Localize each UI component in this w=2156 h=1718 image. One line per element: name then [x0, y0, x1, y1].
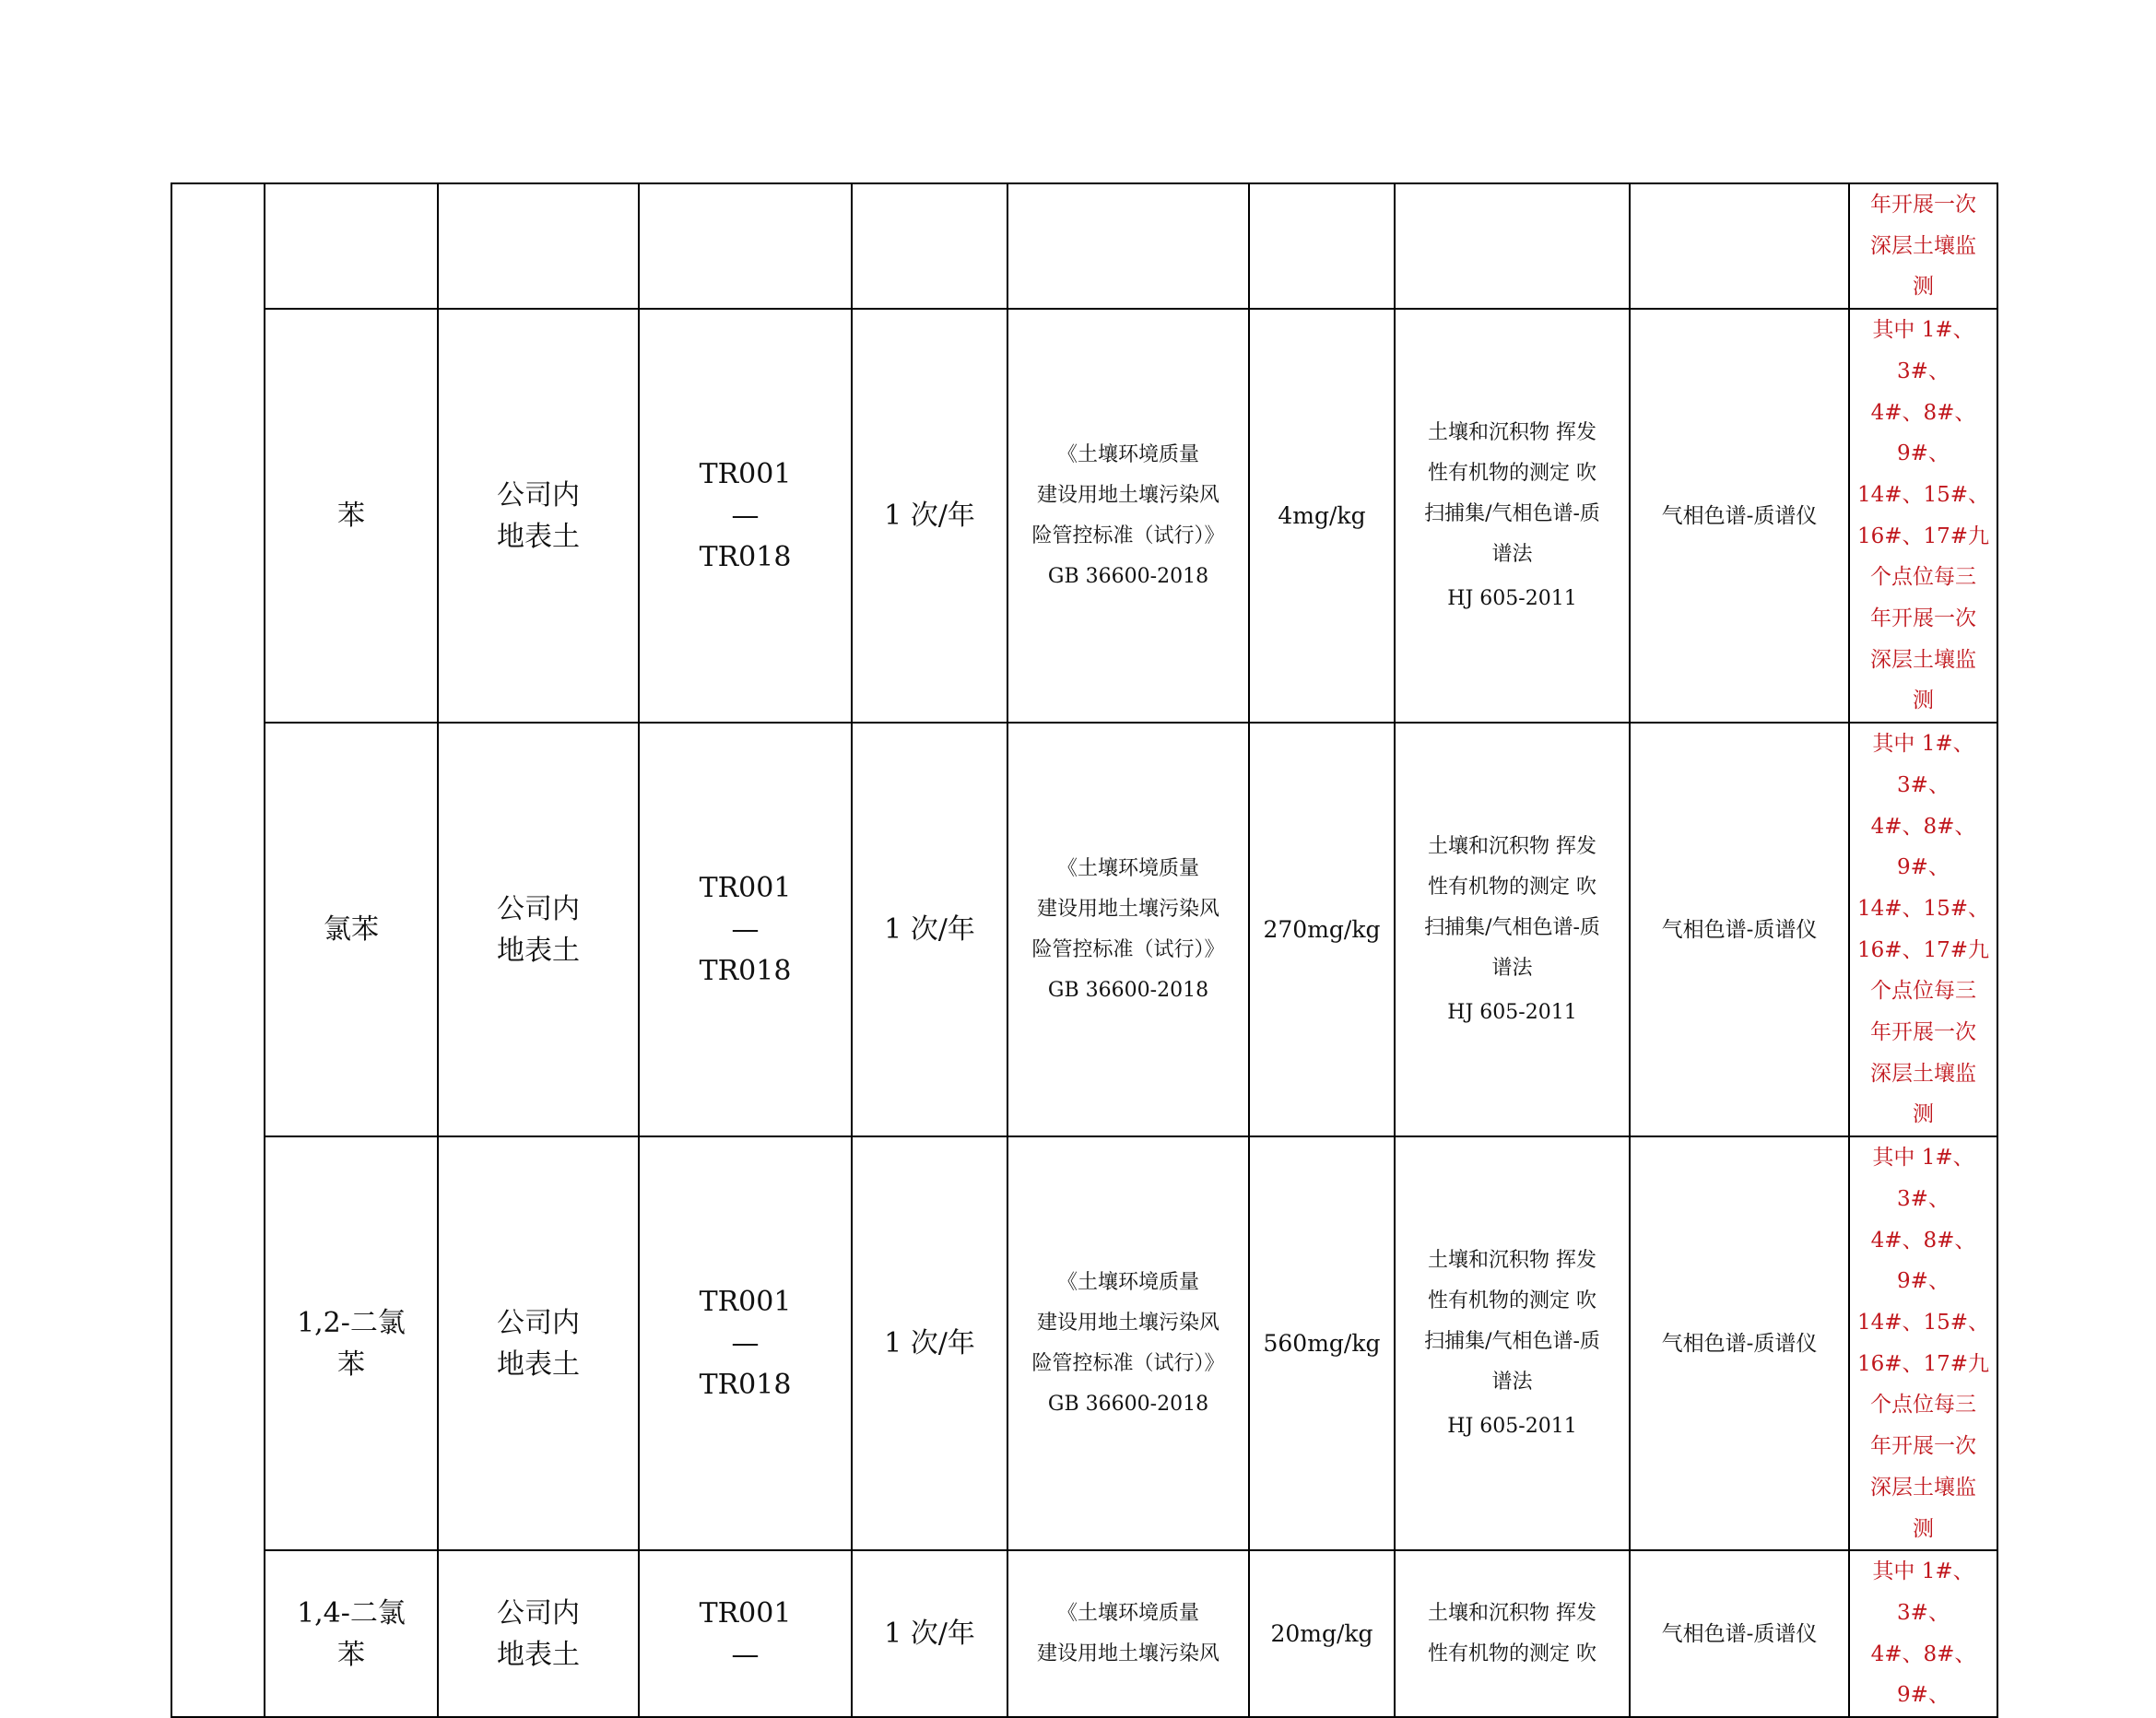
frequency-cell: 1 次/年: [852, 309, 1007, 723]
location-cell: 公司内 地表土: [438, 1136, 639, 1550]
standard-cell: 《土壤环境质量 建设用地土壤污染风: [1007, 1550, 1249, 1717]
points-cell: TR001 —: [639, 1550, 852, 1717]
note-cell: 其中 1#、3#、 4#、8#、9#、 14#、15#、 16#、17#九 个点位每三 年开展一次 深层土壤监 测: [1849, 1136, 1997, 1550]
points-cell: [639, 183, 852, 309]
instrument-cell: [1630, 183, 1849, 309]
limit-cell: 560mg/kg: [1249, 1136, 1395, 1550]
method-cell: 土壤和沉积物 挥发 性有机物的测定 吹 扫捕集/气相色谱-质 谱法 HJ 605-2011: [1395, 1136, 1630, 1550]
frequency-cell: 1 次/年: [852, 1136, 1007, 1550]
item-cell: 苯: [265, 309, 438, 723]
method-cell: 土壤和沉积物 挥发 性有机物的测定 吹 扫捕集/气相色谱-质 谱法 HJ 605-2011: [1395, 309, 1630, 723]
method-cell: 土壤和沉积物 挥发 性有机物的测定 吹: [1395, 1550, 1630, 1717]
instrument-cell: 气相色谱-质谱仪: [1630, 1136, 1849, 1550]
location-cell: 公司内 地表土: [438, 309, 639, 723]
item-cell: 1,2-二氯 苯: [265, 1136, 438, 1550]
frequency-cell: 1 次/年: [852, 723, 1007, 1136]
note-cell: 年开展一次 深层土壤监 测: [1849, 183, 1997, 309]
instrument-cell: 气相色谱-质谱仪: [1630, 309, 1849, 723]
note-cell: 其中 1#、3#、 4#、8#、9#、: [1849, 1550, 1997, 1717]
limit-cell: 270mg/kg: [1249, 723, 1395, 1136]
note-cell: 其中 1#、3#、 4#、8#、9#、 14#、15#、 16#、17#九 个点位每三 年开展一次 深层土壤监 测: [1849, 309, 1997, 723]
limit-cell: 4mg/kg: [1249, 309, 1395, 723]
table-row: [171, 1136, 1997, 1550]
location-cell: [438, 183, 639, 309]
frequency-cell: [852, 183, 1007, 309]
table-row: [171, 183, 1997, 309]
standard-cell: 《土壤环境质量 建设用地土壤污染风 险管控标准（试行）》 GB 36600-2018: [1007, 309, 1249, 723]
table-row: [171, 1550, 1997, 1717]
method-cell: 土壤和沉积物 挥发 性有机物的测定 吹 扫捕集/气相色谱-质 谱法 HJ 605-2011: [1395, 723, 1630, 1136]
points-cell: TR001 — TR018: [639, 309, 852, 723]
location-cell: 公司内 地表土: [438, 723, 639, 1136]
table-row: [171, 309, 1997, 723]
limit-cell: 20mg/kg: [1249, 1550, 1395, 1717]
table-row: [171, 723, 1997, 1136]
standard-cell: 《土壤环境质量 建设用地土壤污染风 险管控标准（试行）》 GB 36600-2018: [1007, 1136, 1249, 1550]
monitoring-table: [171, 182, 1998, 1718]
note-cell: 其中 1#、3#、 4#、8#、9#、 14#、15#、 16#、17#九 个点位每三 年开展一次 深层土壤监 测: [1849, 723, 1997, 1136]
item-cell: 氯苯: [265, 723, 438, 1136]
standard-cell: [1007, 183, 1249, 309]
method-cell: [1395, 183, 1630, 309]
frequency-cell: 1 次/年: [852, 1550, 1007, 1717]
item-cell: 1,4-二氯 苯: [265, 1550, 438, 1717]
category-cell: [171, 183, 265, 1717]
points-cell: TR001 — TR018: [639, 1136, 852, 1550]
item-cell: [265, 183, 438, 309]
limit-cell: [1249, 183, 1395, 309]
points-cell: TR001 — TR018: [639, 723, 852, 1136]
instrument-cell: 气相色谱-质谱仪: [1630, 1550, 1849, 1717]
location-cell: 公司内 地表土: [438, 1550, 639, 1717]
instrument-cell: 气相色谱-质谱仪: [1630, 723, 1849, 1136]
standard-cell: 《土壤环境质量 建设用地土壤污染风 险管控标准（试行）》 GB 36600-2018: [1007, 723, 1249, 1136]
